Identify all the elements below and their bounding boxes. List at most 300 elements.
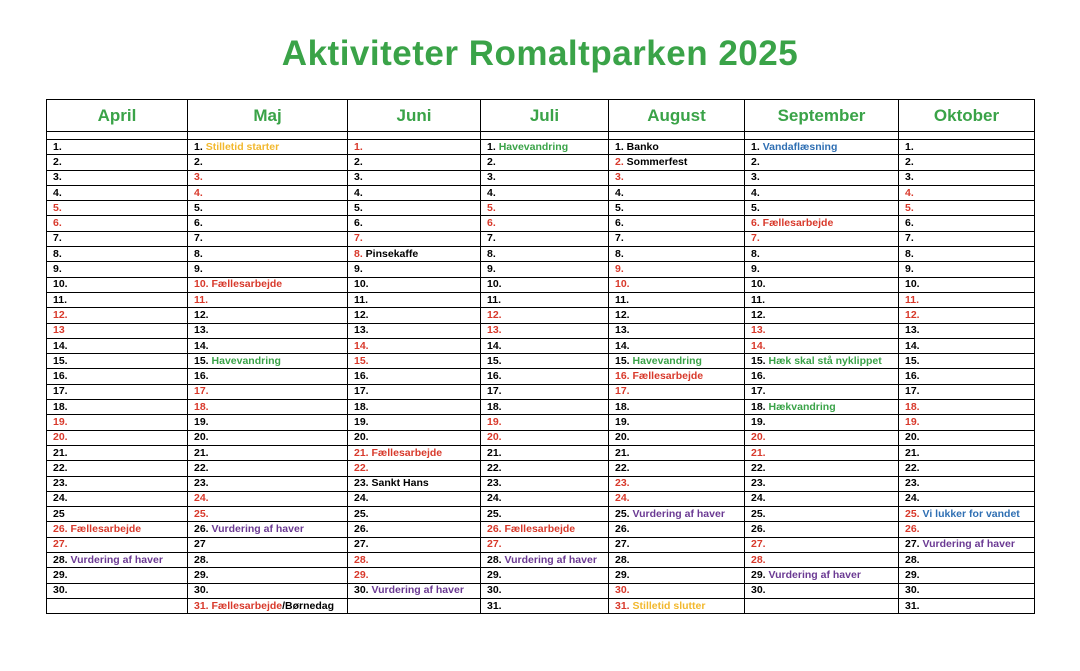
day-cell-text: 11. bbox=[615, 293, 630, 306]
day-cell-april bbox=[47, 277, 188, 292]
day-cell-text: 10. Fællesarbejde bbox=[194, 278, 283, 291]
day-cell-text: 6. Fællesarbejde bbox=[751, 217, 834, 230]
day-cell-text: 2. bbox=[53, 155, 62, 168]
day-cell-maj bbox=[188, 507, 348, 522]
day-cell-maj bbox=[188, 522, 348, 537]
day-cell-text: 22. bbox=[905, 461, 920, 474]
calendar-row bbox=[47, 292, 1035, 307]
day-cell-juli bbox=[481, 201, 609, 216]
gap-cell bbox=[745, 132, 899, 140]
day-cell-juli bbox=[481, 354, 609, 369]
day-cell-text: 25. bbox=[615, 507, 633, 520]
day-cell-text: 14. bbox=[194, 339, 209, 352]
day-cell-september bbox=[745, 598, 899, 613]
day-cell-juli bbox=[481, 308, 609, 323]
day-cell-text: 8. bbox=[354, 247, 363, 260]
day-cell-juni bbox=[348, 583, 481, 598]
day-cell-text: 12. bbox=[751, 308, 766, 321]
day-cell-text: 29. bbox=[751, 568, 769, 581]
calendar-row bbox=[47, 384, 1035, 399]
day-cell-text: 24. bbox=[905, 492, 920, 505]
day-cell-juni bbox=[348, 369, 481, 384]
day-cell-juli bbox=[481, 568, 609, 583]
day-cell-august bbox=[609, 476, 745, 491]
day-cell-text: 25 bbox=[53, 507, 65, 520]
day-cell-april bbox=[47, 430, 188, 445]
day-cell-text: 25. bbox=[354, 507, 369, 520]
day-cell-text: 6. bbox=[194, 217, 203, 230]
day-cell-text: 15. bbox=[354, 354, 369, 367]
day-cell-text: 11. bbox=[487, 293, 502, 306]
day-cell-text: 22. bbox=[487, 461, 502, 474]
calendar-body bbox=[47, 132, 1035, 614]
day-cell-text: 22. bbox=[53, 461, 68, 474]
day-cell-text: 13. bbox=[487, 324, 502, 337]
day-cell-august bbox=[609, 323, 745, 338]
day-cell-maj bbox=[188, 216, 348, 231]
day-cell-oktober bbox=[899, 354, 1035, 369]
day-cell-juli bbox=[481, 491, 609, 506]
gap-cell bbox=[47, 132, 188, 140]
day-cell-september bbox=[745, 308, 899, 323]
day-cell-september bbox=[745, 155, 899, 170]
day-cell-text: 17. bbox=[53, 385, 68, 398]
day-cell-september bbox=[745, 583, 899, 598]
day-cell-text: 10. bbox=[354, 278, 369, 291]
month-header-oktober: Oktober bbox=[899, 100, 1035, 132]
calendar-row bbox=[47, 155, 1035, 170]
day-cell-april bbox=[47, 216, 188, 231]
day-cell-text: 27 bbox=[194, 538, 206, 551]
day-cell-text: 10. bbox=[905, 278, 920, 291]
day-cell-text: 23. bbox=[53, 477, 68, 490]
day-cell-april bbox=[47, 553, 188, 568]
day-cell-text: 3. bbox=[615, 171, 624, 184]
day-cell-april bbox=[47, 491, 188, 506]
day-cell-text: 27. bbox=[354, 538, 369, 551]
day-cell-april bbox=[47, 323, 188, 338]
day-cell-juli bbox=[481, 277, 609, 292]
day-cell-text: 26. bbox=[354, 523, 369, 536]
day-cell-juni bbox=[348, 568, 481, 583]
day-cell-text: 15. bbox=[905, 354, 920, 367]
day-cell-maj bbox=[188, 461, 348, 476]
day-cell-juli bbox=[481, 170, 609, 185]
day-cell-april bbox=[47, 537, 188, 552]
day-cell-text: 7. bbox=[615, 232, 624, 245]
day-cell-april bbox=[47, 185, 188, 200]
day-cell-juli bbox=[481, 553, 609, 568]
day-cell-text: 12. bbox=[354, 308, 369, 321]
day-cell-text: 16. bbox=[487, 370, 502, 383]
day-cell-text: 19. bbox=[751, 415, 766, 428]
day-cell-text: 18. bbox=[615, 400, 630, 413]
day-cell-text: 5. bbox=[615, 201, 624, 214]
day-cell-september bbox=[745, 140, 899, 155]
day-cell-april bbox=[47, 231, 188, 246]
day-cell-text: 7. bbox=[487, 232, 496, 245]
day-cell-juli bbox=[481, 522, 609, 537]
day-cell-text: 16. bbox=[53, 370, 68, 383]
day-cell-text: 19. bbox=[354, 415, 369, 428]
day-cell-text: 18. bbox=[354, 400, 369, 413]
calendar-row bbox=[47, 583, 1035, 598]
day-cell-text: 13. bbox=[194, 324, 209, 337]
day-cell-text: 7. bbox=[905, 232, 914, 245]
day-cell-text: 18. bbox=[751, 400, 769, 413]
day-cell-juli bbox=[481, 400, 609, 415]
day-cell-text: 29. bbox=[487, 568, 502, 581]
calendar-row bbox=[47, 338, 1035, 353]
day-cell-text: 30. bbox=[194, 584, 209, 597]
day-cell-juni bbox=[348, 231, 481, 246]
day-cell-text: 24. bbox=[194, 492, 209, 505]
day-cell-september bbox=[745, 461, 899, 476]
day-cell-juli bbox=[481, 445, 609, 460]
day-cell-oktober bbox=[899, 522, 1035, 537]
day-cell-maj bbox=[188, 384, 348, 399]
day-cell-juni bbox=[348, 461, 481, 476]
day-cell-text: 20. bbox=[354, 431, 369, 444]
day-cell-text: Hækvandring bbox=[768, 400, 836, 413]
day-cell-august bbox=[609, 507, 745, 522]
calendar-row bbox=[47, 537, 1035, 552]
day-cell-text: 5. bbox=[354, 201, 363, 214]
day-cell-oktober bbox=[899, 507, 1035, 522]
day-cell-september bbox=[745, 553, 899, 568]
day-cell-juni bbox=[348, 292, 481, 307]
day-cell-april bbox=[47, 292, 188, 307]
day-cell-text: 25. bbox=[487, 507, 502, 520]
day-cell-maj bbox=[188, 277, 348, 292]
day-cell-text: Stilletid slutter bbox=[629, 599, 706, 612]
day-cell-text: 8. bbox=[487, 247, 496, 260]
day-cell-text: Vurdering af haver bbox=[922, 538, 1015, 551]
day-cell-oktober bbox=[899, 323, 1035, 338]
calendar-row bbox=[47, 216, 1035, 231]
day-cell-text: 2. bbox=[751, 155, 760, 168]
day-cell-text: 29. bbox=[53, 568, 68, 581]
day-cell-text: 2. bbox=[487, 155, 496, 168]
day-cell-text: 28. bbox=[53, 553, 71, 566]
calendar-row bbox=[47, 553, 1035, 568]
day-cell-juni bbox=[348, 354, 481, 369]
day-cell-oktober bbox=[899, 491, 1035, 506]
day-cell-april bbox=[47, 598, 188, 613]
page-title: Aktiviteter Romaltparken 2025 bbox=[281, 34, 799, 73]
day-cell-oktober bbox=[899, 155, 1035, 170]
day-cell-text: 26. bbox=[751, 523, 766, 536]
day-cell-maj bbox=[188, 247, 348, 262]
day-cell-september bbox=[745, 216, 899, 231]
day-cell-text: 23. bbox=[194, 477, 209, 490]
day-cell-text: 30. bbox=[53, 584, 68, 597]
day-cell-august bbox=[609, 308, 745, 323]
day-cell-text: 13. bbox=[751, 324, 766, 337]
day-cell-text: 15. bbox=[615, 354, 633, 367]
day-cell-text: 13. bbox=[905, 324, 920, 337]
day-cell-juli bbox=[481, 598, 609, 613]
day-cell-text: 14. bbox=[487, 339, 502, 352]
day-cell-juni bbox=[348, 598, 481, 613]
day-cell-september bbox=[745, 445, 899, 460]
day-cell-oktober bbox=[899, 277, 1035, 292]
day-cell-text: 31. bbox=[905, 599, 920, 612]
day-cell-juni bbox=[348, 415, 481, 430]
day-cell-september bbox=[745, 247, 899, 262]
day-cell-september bbox=[745, 262, 899, 277]
day-cell-april bbox=[47, 140, 188, 155]
day-cell-text: 25. bbox=[194, 507, 209, 520]
day-cell-text: 5. bbox=[487, 201, 496, 214]
day-cell-text: 28. bbox=[905, 553, 920, 566]
day-cell-juli bbox=[481, 384, 609, 399]
day-cell-maj bbox=[188, 185, 348, 200]
day-cell-text: 18. bbox=[905, 400, 920, 413]
day-cell-september bbox=[745, 568, 899, 583]
calendar-row bbox=[47, 354, 1035, 369]
day-cell-text: 26. bbox=[905, 523, 920, 536]
day-cell-juni bbox=[348, 185, 481, 200]
day-cell-oktober bbox=[899, 262, 1035, 277]
day-cell-text: 22. bbox=[194, 461, 209, 474]
day-cell-august bbox=[609, 461, 745, 476]
day-cell-text: 8. bbox=[751, 247, 760, 260]
day-cell-text: 9. bbox=[194, 263, 203, 276]
day-cell-oktober bbox=[899, 292, 1035, 307]
calendar-row bbox=[47, 231, 1035, 246]
day-cell-text: 15. bbox=[751, 354, 769, 367]
gap-cell bbox=[899, 132, 1035, 140]
day-cell-text: 2. bbox=[615, 155, 624, 168]
day-cell-april bbox=[47, 155, 188, 170]
day-cell-oktober bbox=[899, 553, 1035, 568]
day-cell-text: 18. bbox=[194, 400, 209, 413]
day-cell-april bbox=[47, 384, 188, 399]
day-cell-text: 31. Fællesarbejde bbox=[194, 599, 283, 612]
day-cell-text: 17. bbox=[194, 385, 209, 398]
day-cell-text: 24. bbox=[615, 492, 630, 505]
day-cell-text: 2. bbox=[194, 155, 203, 168]
day-cell-oktober bbox=[899, 415, 1035, 430]
day-cell-april bbox=[47, 369, 188, 384]
day-cell-juni bbox=[348, 277, 481, 292]
day-cell-april bbox=[47, 354, 188, 369]
day-cell-august bbox=[609, 185, 745, 200]
day-cell-text: 26. bbox=[194, 523, 212, 536]
day-cell-maj bbox=[188, 155, 348, 170]
day-cell-august bbox=[609, 155, 745, 170]
day-cell-text: 19. bbox=[53, 415, 68, 428]
day-cell-text: 9. bbox=[487, 263, 496, 276]
day-cell-text: 2. bbox=[354, 155, 363, 168]
day-cell-text: 13. bbox=[354, 324, 369, 337]
day-cell-text: 4. bbox=[487, 186, 496, 199]
day-cell-juli bbox=[481, 369, 609, 384]
day-cell-text: 29. bbox=[194, 568, 209, 581]
day-cell-august bbox=[609, 400, 745, 415]
day-cell-text: Vurdering af haver bbox=[504, 553, 597, 566]
day-cell-april bbox=[47, 445, 188, 460]
calendar-row bbox=[47, 277, 1035, 292]
day-cell-august bbox=[609, 170, 745, 185]
day-cell-oktober bbox=[899, 170, 1035, 185]
day-cell-oktober bbox=[899, 430, 1035, 445]
month-header-september: September bbox=[745, 100, 899, 132]
day-cell-maj bbox=[188, 308, 348, 323]
day-cell-text: 4. bbox=[615, 186, 624, 199]
day-cell-september bbox=[745, 430, 899, 445]
calendar-row bbox=[47, 476, 1035, 491]
day-cell-text: 11. bbox=[53, 293, 68, 306]
day-cell-oktober bbox=[899, 201, 1035, 216]
day-cell-text: 17. bbox=[615, 385, 630, 398]
day-cell-text: 14. bbox=[615, 339, 630, 352]
calendar-row bbox=[47, 262, 1035, 277]
day-cell-august bbox=[609, 338, 745, 353]
day-cell-august bbox=[609, 430, 745, 445]
day-cell-text: 9. bbox=[905, 263, 914, 276]
day-cell-juli bbox=[481, 247, 609, 262]
day-cell-text: 1. bbox=[751, 140, 763, 153]
day-cell-text: 20. bbox=[615, 431, 630, 444]
day-cell-text: /Børnedag bbox=[282, 599, 335, 612]
day-cell-text: 5. bbox=[751, 201, 760, 214]
day-cell-text: 8. bbox=[615, 247, 624, 260]
day-cell-text: 14. bbox=[53, 339, 68, 352]
day-cell-april bbox=[47, 522, 188, 537]
day-cell-text: 30. bbox=[615, 584, 630, 597]
day-cell-oktober bbox=[899, 583, 1035, 598]
gap-cell bbox=[188, 132, 348, 140]
day-cell-april bbox=[47, 507, 188, 522]
day-cell-text: Vurdering af haver bbox=[211, 523, 304, 536]
day-cell-text: Vi lukker for vandet bbox=[919, 507, 1020, 520]
day-cell-text: 11. bbox=[905, 293, 920, 306]
day-cell-april bbox=[47, 201, 188, 216]
day-cell-text: Sommerfest bbox=[623, 155, 688, 168]
day-cell-text: 4. bbox=[53, 186, 62, 199]
day-cell-text: 5. bbox=[53, 201, 62, 214]
day-cell-text: 29. bbox=[615, 568, 630, 581]
day-cell-maj bbox=[188, 445, 348, 460]
day-cell-text: 22. bbox=[751, 461, 766, 474]
calendar-row bbox=[47, 247, 1035, 262]
day-cell-juli bbox=[481, 231, 609, 246]
day-cell-text: 25. bbox=[751, 507, 766, 520]
day-cell-text: 9. bbox=[751, 263, 760, 276]
day-cell-oktober bbox=[899, 140, 1035, 155]
day-cell-text: Stilletid starter bbox=[205, 140, 280, 153]
day-cell-maj bbox=[188, 354, 348, 369]
day-cell-text: 21. bbox=[905, 446, 920, 459]
day-cell-maj bbox=[188, 553, 348, 568]
day-cell-juni bbox=[348, 400, 481, 415]
calendar-row bbox=[47, 201, 1035, 216]
day-cell-juli bbox=[481, 262, 609, 277]
day-cell-text: 16. bbox=[905, 370, 920, 383]
calendar-row bbox=[47, 445, 1035, 460]
calendar-row bbox=[47, 568, 1035, 583]
day-cell-maj bbox=[188, 476, 348, 491]
day-cell-text: 7. bbox=[194, 232, 203, 245]
day-cell-april bbox=[47, 583, 188, 598]
calendar-row bbox=[47, 598, 1035, 613]
day-cell-oktober bbox=[899, 384, 1035, 399]
calendar-row bbox=[47, 491, 1035, 506]
day-cell-oktober bbox=[899, 369, 1035, 384]
day-cell-maj bbox=[188, 568, 348, 583]
calendar-row bbox=[47, 170, 1035, 185]
header-gap-row bbox=[47, 132, 1035, 140]
day-cell-august bbox=[609, 568, 745, 583]
day-cell-maj bbox=[188, 415, 348, 430]
day-cell-april bbox=[47, 568, 188, 583]
day-cell-text: 27. bbox=[53, 538, 68, 551]
day-cell-maj bbox=[188, 323, 348, 338]
day-cell-maj bbox=[188, 598, 348, 613]
day-cell-text: 11. bbox=[194, 293, 209, 306]
day-cell-august bbox=[609, 583, 745, 598]
day-cell-text: 26. Fællesarbejde bbox=[53, 523, 142, 536]
day-cell-juni bbox=[348, 553, 481, 568]
day-cell-juni bbox=[348, 522, 481, 537]
day-cell-september bbox=[745, 185, 899, 200]
day-cell-text: 11. bbox=[751, 293, 766, 306]
day-cell-text: 24. bbox=[354, 492, 369, 505]
day-cell-text: 6. bbox=[905, 217, 914, 230]
calendar-row bbox=[47, 323, 1035, 338]
day-cell-text: 16. Fællesarbejde bbox=[615, 370, 704, 383]
day-cell-text: 29. bbox=[354, 568, 369, 581]
day-cell-text: 31. bbox=[487, 599, 502, 612]
day-cell-text: 12. bbox=[487, 308, 502, 321]
day-cell-text: 9. bbox=[354, 263, 363, 276]
day-cell-maj bbox=[188, 231, 348, 246]
day-cell-text: 12. bbox=[905, 308, 920, 321]
day-cell-juli bbox=[481, 507, 609, 522]
day-cell-text: 19. bbox=[905, 415, 920, 428]
day-cell-text: 15. bbox=[194, 354, 212, 367]
day-cell-april bbox=[47, 400, 188, 415]
day-cell-text: Hæk skal stå nyklippet bbox=[768, 354, 882, 367]
day-cell-text: 17. bbox=[354, 385, 369, 398]
day-cell-text: 4. bbox=[194, 186, 203, 199]
day-cell-august bbox=[609, 201, 745, 216]
calendar-row bbox=[47, 430, 1035, 445]
day-cell-text: 12. bbox=[53, 308, 68, 321]
day-cell-text: 21. bbox=[194, 446, 209, 459]
day-cell-text: 6. bbox=[487, 217, 496, 230]
day-cell-juli bbox=[481, 338, 609, 353]
day-cell-text: 14. bbox=[354, 339, 369, 352]
day-cell-text: 23. Sankt Hans bbox=[354, 477, 429, 490]
day-cell-text: 28. bbox=[751, 553, 766, 566]
day-cell-august bbox=[609, 231, 745, 246]
day-cell-april bbox=[47, 308, 188, 323]
day-cell-text: 26. Fællesarbejde bbox=[487, 523, 576, 536]
day-cell-text: 4. bbox=[354, 186, 363, 199]
day-cell-september bbox=[745, 338, 899, 353]
day-cell-text: 5. bbox=[194, 201, 203, 214]
day-cell-text: 16. bbox=[354, 370, 369, 383]
day-cell-juli bbox=[481, 583, 609, 598]
gap-cell bbox=[481, 132, 609, 140]
day-cell-juni bbox=[348, 323, 481, 338]
calendar-row bbox=[47, 140, 1035, 155]
day-cell-april bbox=[47, 247, 188, 262]
day-cell-text: 4. bbox=[905, 186, 914, 199]
